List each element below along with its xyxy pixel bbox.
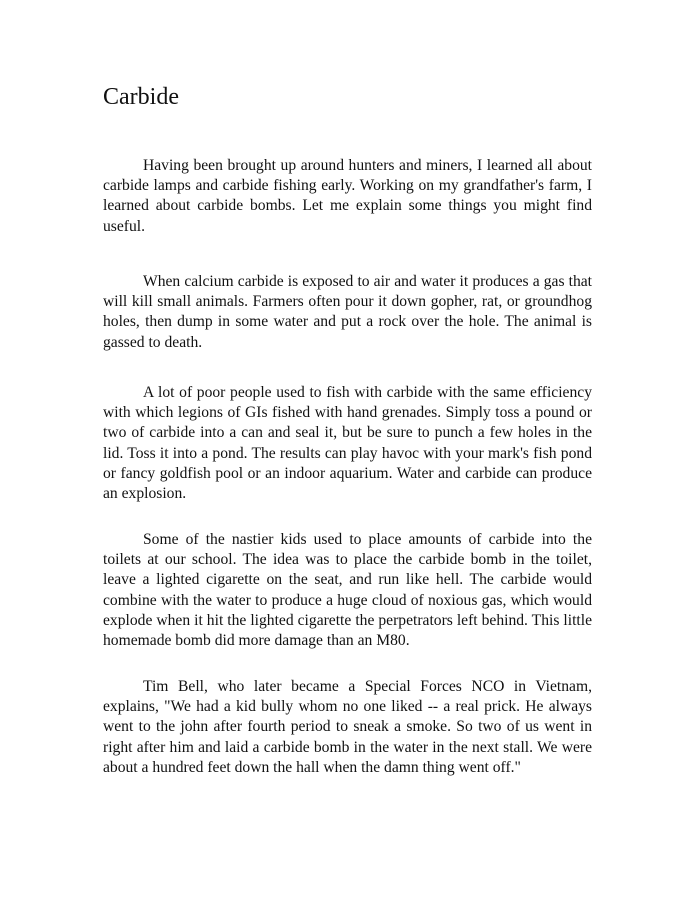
paragraph: A lot of poor people used to fish with carbide with the same efficiency with which legions of GIs fished with hand grenades. Simply toss a pound or two of carbide into a can and seal it, but be sure to punch a few holes in the lid. Toss it into a pond. The results can play havoc with your mark's fish pond or fancy goldfish pool or an indoor aquarium. Water and carbide can produce an explosion.: [103, 384, 592, 503]
paragraph: Some of the nastier kids used to place amounts of carbide into the toilets at our school. The idea was to place the carbide bomb in the toilet, leave a lighted cigarette on the seat, and run like hell. The carbide would combine with the water to produce a huge cloud of noxious gas, which would explode when it hit the lighted cigarette the perpetrators left behind. This little homemade bomb did more damage than an M80.: [103, 531, 592, 650]
paragraph: Having been brought up around hunters and miners, I learned all about carbide lamps and carbide fishing early. Working on my grandfather's farm, I learned about carbide bombs. Let me explain some things you might find useful.: [103, 157, 592, 235]
paragraph: Tim Bell, who later became a Special Forces NCO in Vietnam, explains, "We had a kid bully whom no one liked -- a real prick. He always went to the john after fourth period to sneak a smoke. So two of us went in right after him and laid a carbide bomb in the water in the next stall. We were about a hundred feet down the hall when the damn thing went off.": [103, 678, 592, 776]
page-title: Carbide: [103, 84, 179, 110]
paragraph: When calcium carbide is exposed to air and water it produces a gas that will kill small animals. Farmers often pour it down gopher, rat, or groundhog holes, then dump in some water and put a rock over the hole. The animal is gassed to death.: [103, 273, 592, 351]
